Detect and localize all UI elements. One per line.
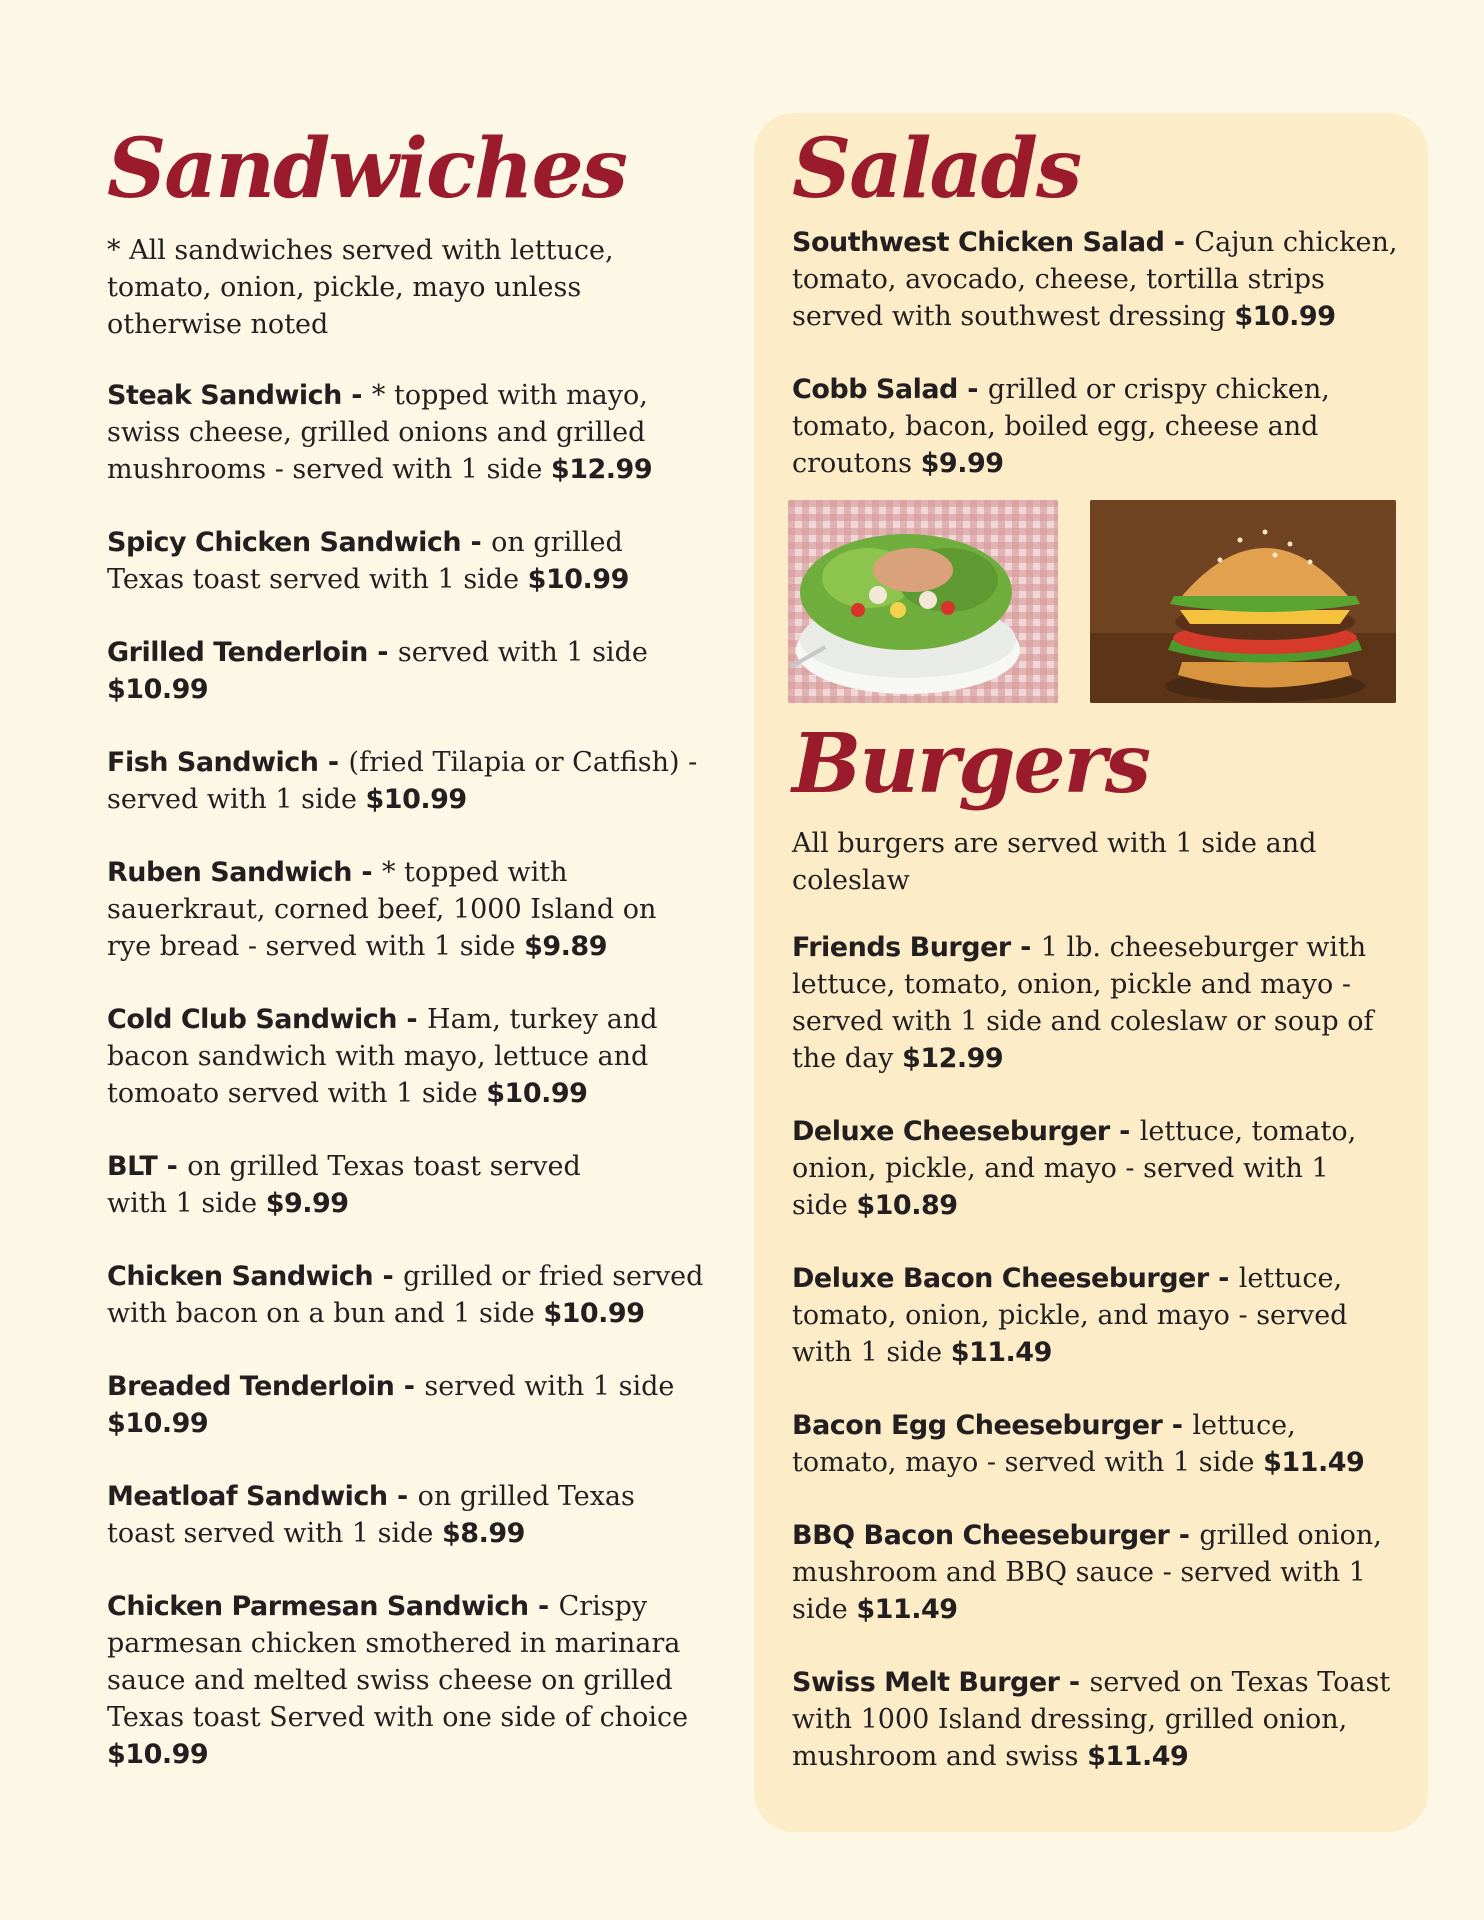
menu-item-grilled-tenderloin: Grilled Tenderloin - served with 1 side $10.99: [107, 637, 648, 705]
item-name: Friends Burger: [792, 932, 1011, 963]
item-description: Ham, turkey and bacon sandwich with mayo, lettuce and tomoato served with 1 side: [107, 1004, 658, 1109]
item-description: * topped with sauerkraut, corned beef, 1000 Island on rye bread - served with 1 side: [107, 857, 657, 962]
item-name: Chicken Sandwich: [107, 1261, 374, 1292]
item-name: Fish Sandwich: [107, 747, 319, 778]
item-price: $11.49: [1087, 1741, 1189, 1772]
item-price: $10.99: [486, 1078, 588, 1109]
menu-item-swiss-melt-burger: Swiss Melt Burger - served on Texas Toast with 1000 Island dressing, grilled onion, mushroom and swiss $11.49: [792, 1667, 1391, 1772]
item-price: $10.99: [107, 1408, 209, 1439]
sandwiches-note: * All sandwiches served with lettuce, tomato, onion, pickle, mayo unless otherwise noted: [107, 235, 614, 340]
item-description: on grilled Texas toast served with 1 side: [107, 1151, 581, 1219]
item-description: * topped with mayo, swiss cheese, grilled onions and grilled mushrooms - served with 1 side: [107, 380, 648, 485]
item-price: $10.99: [107, 1739, 209, 1770]
item-price: $9.99: [920, 448, 1004, 479]
item-name: Southwest Chicken Salad: [792, 227, 1165, 258]
item-description: lettuce, tomato, onion, pickle, and mayo - served with 1 side: [792, 1263, 1348, 1368]
menu-item-steak-sandwich: Steak Sandwich - * topped with mayo, swiss cheese, grilled onions and grilled mushrooms - served with 1 side $12.99: [107, 380, 653, 485]
item-price: $10.99: [543, 1298, 645, 1329]
menu-item-chicken-sandwich: Chicken Sandwich - grilled or fried served with bacon on a bun and 1 side $10.99: [107, 1261, 704, 1329]
item-name: Steak Sandwich: [107, 380, 342, 411]
item-description: lettuce, tomato, mayo - served with 1 side: [792, 1410, 1296, 1478]
item-description: grilled onion, mushroom and BBQ sauce - served with 1 side: [792, 1520, 1382, 1625]
menu-item-deluxe-cheeseburger: Deluxe Cheeseburger - lettuce, tomato, onion, pickle, and mayo - served with 1 side $10.89: [792, 1116, 1357, 1221]
item-name: Spicy Chicken Sandwich: [107, 527, 462, 558]
item-price: $12.99: [550, 454, 653, 485]
menu-item-deluxe-bacon-cheeseburger: Deluxe Bacon Cheeseburger - lettuce, tomato, onion, pickle, and mayo - served with 1 side $11.49: [792, 1263, 1348, 1368]
item-name: Grilled Tenderloin: [107, 637, 368, 668]
item-name: Meatloaf Sandwich: [107, 1481, 388, 1512]
item-price: $10.99: [527, 564, 629, 595]
item-name: Ruben Sandwich: [107, 857, 352, 888]
menu-item-cold-club-sandwich: Cold Club Sandwich - Ham, turkey and bacon sandwich with mayo, lettuce and tomoato served with 1 side $10.99: [107, 1004, 658, 1109]
item-description: on grilled Texas toast served with 1 side: [107, 1481, 635, 1549]
item-name: Deluxe Cheeseburger: [792, 1116, 1110, 1147]
food-photos: [788, 500, 1422, 703]
item-name: BLT: [107, 1151, 158, 1182]
item-price: $11.49: [856, 1594, 958, 1625]
item-name: Swiss Melt Burger: [792, 1667, 1060, 1698]
salad-bowl-icon: [788, 500, 1058, 703]
item-description: 1 lb. cheeseburger with lettuce, tomato, onion, pickle and mayo - served with 1 side and coleslaw or soup of the day: [792, 932, 1374, 1074]
item-description: grilled or fried served with bacon on a bun and 1 side: [107, 1261, 704, 1329]
item-description: served with 1 side: [424, 1371, 675, 1402]
item-description: (fried Tilapia or Catfish) - served with 1 side: [107, 747, 698, 815]
right-column: [792, 121, 1422, 1775]
item-description: served with 1 side: [397, 637, 648, 668]
item-price: $11.49: [950, 1337, 1052, 1368]
item-price: $12.99: [902, 1043, 1004, 1074]
item-price: $8.99: [442, 1518, 525, 1549]
item-price: $9.89: [524, 931, 607, 962]
menu-item-cobb-salad: Cobb Salad - grilled or crispy chicken, tomato, bacon, boiled egg, cheese and croutons $9.99: [792, 374, 1330, 479]
burgers-title: Burgers: [792, 716, 1150, 812]
item-description: Cajun chicken, tomato, avocado, cheese, tortilla strips served with southwest dressing: [792, 227, 1398, 332]
item-name: Cold Club Sandwich: [107, 1004, 398, 1035]
item-price: $10.89: [856, 1190, 958, 1221]
item-price: $11.49: [1263, 1447, 1365, 1478]
item-description: Crispy parmesan chicken smothered in marinara sauce and melted swiss cheese on grilled Texas toast Served with one side of choice: [107, 1591, 689, 1733]
item-name: BBQ Bacon Cheeseburger: [792, 1520, 1170, 1551]
salads-title: Salads: [792, 121, 1081, 217]
menu-item-blt: BLT - on grilled Texas toast served with 1 side $9.99: [107, 1151, 581, 1219]
menu-item-bbq-bacon-cheeseburger: BBQ Bacon Cheeseburger - grilled onion, mushroom and BBQ sauce - served with 1 side $11.49: [792, 1520, 1382, 1625]
item-price: $10.99: [365, 784, 467, 815]
item-price: $9.99: [265, 1188, 349, 1219]
menu-item-friends-burger: Friends Burger - 1 lb. cheeseburger with lettuce, tomato, onion, pickle and mayo - served with 1 side and coleslaw or soup of the day $12.99: [792, 932, 1374, 1074]
burgers-note: All burgers are served with 1 side and coleslaw: [792, 828, 1317, 896]
item-price: $10.99: [1234, 301, 1336, 332]
sandwiches-title: Sandwiches: [107, 121, 626, 217]
item-name: Bacon Egg Cheeseburger: [792, 1410, 1163, 1441]
item-description: served on Texas Toast with 1000 Island dressing, grilled onion, mushroom and swiss: [792, 1667, 1391, 1772]
menu-item-chicken-parmesan-sandwich: Chicken Parmesan Sandwich - Crispy parmesan chicken smothered in marinara sauce and melted swiss cheese on grilled Texas toast Served with one side of choice $10.99: [107, 1591, 689, 1770]
menu-item-ruben-sandwich: Ruben Sandwich - * topped with sauerkraut, corned beef, 1000 Island on rye bread - served with 1 side $9.89: [107, 857, 657, 962]
item-name: Breaded Tenderloin: [107, 1371, 395, 1402]
menu-item-breaded-tenderloin: Breaded Tenderloin - served with 1 side $10.99: [107, 1371, 675, 1439]
menu-item-southwest-chicken-salad: Southwest Chicken Salad - Cajun chicken, tomato, avocado, cheese, tortilla strips served with southwest dressing $10.99: [792, 227, 1398, 332]
burger-photo: [1090, 500, 1396, 703]
menu-item-bacon-egg-cheeseburger: Bacon Egg Cheeseburger - lettuce, tomato, mayo - served with 1 side $11.49: [792, 1410, 1365, 1478]
item-name: Cobb Salad: [792, 374, 958, 405]
item-description: lettuce, tomato, onion, pickle, and mayo - served with 1 side: [792, 1116, 1357, 1221]
item-description: grilled or crispy chicken, tomato, bacon, boiled egg, cheese and croutons: [792, 374, 1330, 479]
menu-item-meatloaf-sandwich: Meatloaf Sandwich - on grilled Texas toast served with 1 side $8.99: [107, 1481, 635, 1549]
item-name: Chicken Parmesan Sandwich: [107, 1591, 529, 1622]
item-name: Deluxe Bacon Cheeseburger: [792, 1263, 1209, 1294]
burger-icon: [1090, 500, 1396, 703]
sandwiches-section: [107, 121, 747, 1773]
salad-photo: [788, 500, 1058, 703]
item-price: $10.99: [107, 674, 209, 705]
menu-item-spicy-chicken-sandwich: Spicy Chicken Sandwich - on grilled Texas toast served with 1 side $10.99: [107, 527, 629, 595]
menu-item-fish-sandwich: Fish Sandwich - (fried Tilapia or Catfish) - served with 1 side $10.99: [107, 747, 698, 815]
item-description: on grilled Texas toast served with 1 side: [107, 527, 623, 595]
